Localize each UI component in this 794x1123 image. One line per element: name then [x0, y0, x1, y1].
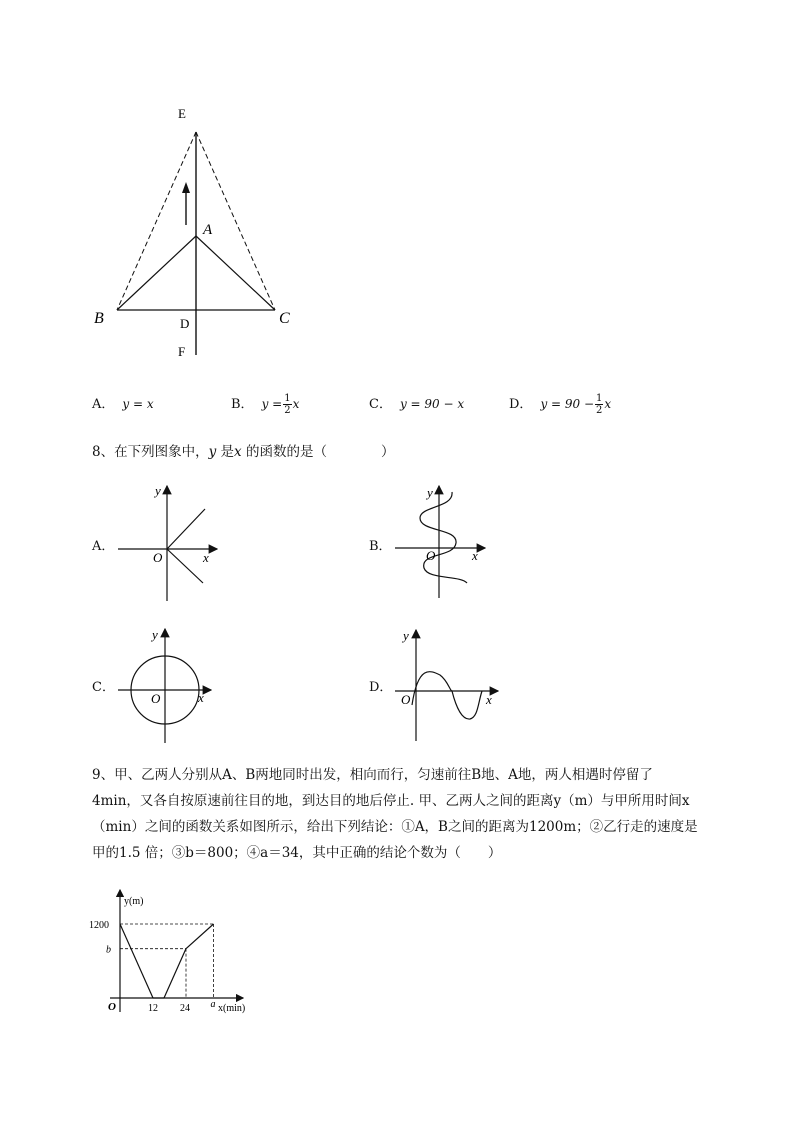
q8-y: y	[208, 444, 217, 460]
s-curve	[420, 492, 467, 583]
label-f: F	[178, 344, 186, 359]
label-b: B	[94, 310, 104, 327]
x-label: x	[472, 548, 478, 563]
y-label: y	[427, 485, 433, 500]
option-letter: D．	[509, 396, 533, 412]
x-tick-label: 12	[148, 1003, 158, 1014]
option-lhs: y = 90 −	[540, 397, 595, 411]
series-segment	[164, 949, 186, 998]
origin-label: O	[151, 691, 161, 706]
dashed-ec	[196, 132, 275, 310]
q8-text-mid: 是	[216, 444, 235, 460]
q8-text-prefix: 8、在下列图象中，	[92, 444, 209, 460]
option-letter: A．	[92, 397, 115, 412]
dashed-eb	[117, 132, 196, 310]
series-segment	[120, 924, 153, 998]
side-ac	[196, 236, 275, 310]
option-var: x	[604, 397, 612, 411]
q8-text-suffix: 的函数的是（ ）	[241, 444, 395, 460]
q9-line-1: 9、甲、乙两人分别从A、B两地同时出发，相向而行，匀速前往B地、A地，两人相遇时停留了	[92, 767, 653, 783]
q9-line-4: 甲的1.5 倍；③b＝800；④a＝34，其中正确的结论个数为（ ）	[92, 845, 502, 861]
q7-option-a[interactable]	[92, 398, 154, 411]
q8-graph-d	[390, 625, 505, 745]
q7-option-d[interactable]	[509, 386, 611, 422]
y-axis-label: y(m)	[124, 896, 144, 907]
sine-curve	[412, 672, 482, 719]
guide-lines	[120, 924, 214, 998]
x-tick-label: 24	[180, 1003, 190, 1014]
tick-labels	[89, 920, 216, 1014]
y-label: y	[152, 627, 158, 642]
origin-label: O	[401, 692, 411, 707]
fraction	[595, 393, 603, 416]
y-tick-label: b	[106, 944, 111, 956]
option-var: x	[292, 397, 300, 411]
numerator: 1	[284, 392, 291, 404]
label-d: D	[180, 316, 190, 331]
y-tick-label: 1200	[89, 920, 109, 931]
x-label: x	[198, 690, 204, 705]
option-lhs: y =	[261, 397, 283, 411]
q9-chart	[85, 885, 260, 1020]
x-label: x	[486, 692, 492, 707]
denominator: 2	[284, 404, 291, 416]
option-expr: y = 90 − x	[399, 397, 465, 411]
denominator: 2	[596, 404, 603, 416]
q8-x: x	[234, 444, 242, 460]
side-ab	[117, 236, 196, 310]
series-segment	[186, 924, 214, 949]
origin-label: O	[426, 548, 436, 563]
x-axis-label: x(min)	[218, 1003, 246, 1014]
option-expr: y = x	[122, 397, 154, 411]
ray-upper	[167, 509, 205, 549]
q8-option-c[interactable]: C．	[92, 680, 115, 695]
chart-marks	[120, 924, 214, 998]
q7-option-c[interactable]	[369, 398, 464, 411]
origin-label: O	[153, 550, 163, 565]
q8-option-b[interactable]: B．	[369, 539, 392, 554]
q8-question	[92, 439, 394, 465]
option-letter: B．	[231, 396, 254, 412]
y-label: y	[155, 483, 161, 498]
q7-option-b[interactable]	[231, 386, 299, 422]
triangle-figure	[85, 95, 315, 370]
q9-question	[92, 762, 752, 866]
label-e: E	[178, 106, 186, 121]
q8-option-d[interactable]: D．	[369, 680, 393, 695]
x-tick-label: a	[210, 999, 216, 1010]
ray-lower	[167, 549, 203, 583]
label-c: C	[279, 310, 290, 327]
arrow-up-icon	[182, 182, 190, 193]
q9-line-3: （min）之间的函数关系如图所示，给出下列结论：①A，B之间的距离为1200m；②乙行走的速度是	[92, 819, 698, 835]
label-a: A	[203, 222, 213, 238]
x-label: x	[203, 550, 209, 565]
option-letter: C．	[369, 397, 392, 412]
q9-line-2: 4min，又各自按原速前往目的地，到达目的地后停止. 甲、乙两人之间的距离y（m）与甲所用时间x	[92, 793, 690, 809]
q8-graph-b	[390, 480, 490, 605]
q8-option-a[interactable]: A．	[92, 539, 115, 554]
origin-label: O	[108, 1001, 116, 1013]
numerator: 1	[596, 392, 603, 404]
fraction	[283, 393, 291, 416]
y-label: y	[403, 628, 409, 643]
q8-graph-a	[115, 480, 225, 605]
q8-graph-c	[115, 625, 220, 747]
